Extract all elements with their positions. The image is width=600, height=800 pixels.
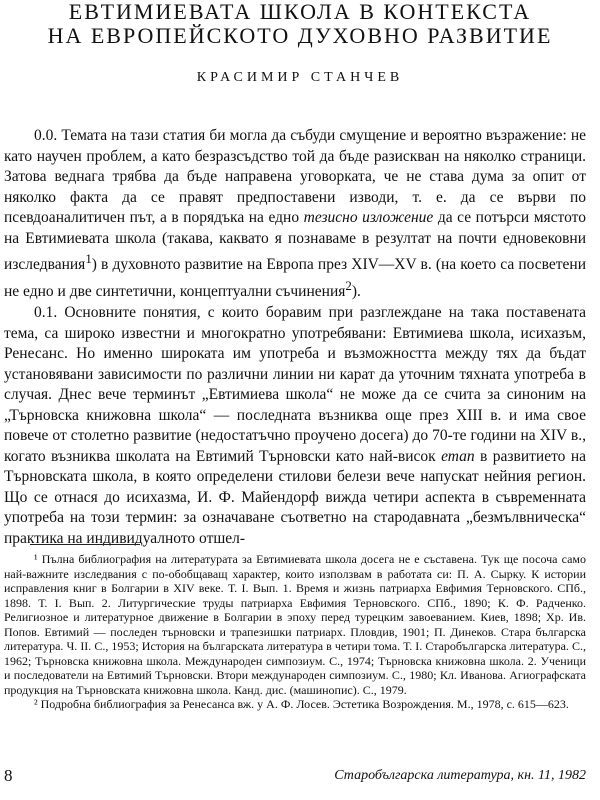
article-author: КРАСИМИР СТАНЧЕВ xyxy=(196,70,404,85)
paragraph-text: да се потърси мястото на Евтимиевата школа (такава, каквато я познаваме в резултат на почти едновековни изследвания xyxy=(4,209,586,274)
paragraph-text: ) в духовното развитие на Европа през XIV—XV в. (на което са посветени не едно и две синтетични, концептуални съчинения xyxy=(4,256,586,300)
footnote-ref-1[interactable]: 1 xyxy=(85,251,92,266)
journal-reference: Старобългарска литература, кн. 11, 1982 xyxy=(334,768,586,783)
article-title-line-2: НА ЕВРОПЕЙСКОТО ДУХОВНО РАЗВИТИЕ xyxy=(47,23,553,48)
footnote-ref-2[interactable]: 2 xyxy=(345,277,352,293)
page-number: 8 xyxy=(4,766,13,785)
paragraph-text: 0.0. Темата на тази статия би могла да събуди смущение и вероятно възражение: не като научен проблем, а като безразсъдство той да бъде разискван на няколко страници. Затова веднага трябва да бъде направена уговорката, че не става дума за опит от няколко факта да се правят предпоставени изводи, т. е. да се върви по псевдоаналитичен път, а в порядъка на едно xyxy=(4,127,586,226)
paragraph-text: ). xyxy=(351,282,361,300)
paragraph-0-0 xyxy=(4,126,586,302)
footnote-2: ² Подробна библиография за Ренесанса вж. у А. Ф. Лосев. Эстетика Возрождения. М., 1978, с. 615—623. xyxy=(34,697,569,711)
article-title-line-1: ЕВТИМИЕВАТА ШКОЛА В КОНТЕКСТА xyxy=(68,0,532,24)
emphasis-text: тезисно изложение xyxy=(303,209,434,226)
paragraph-text: 0.1. Основните понятия, с които боравим при разглеждане на така поставената тема, са широко известни и многократно употребявани: Евтимиева школа, исихазъм, Ренесанс. Но именно широката им употреба и възможността между тях да бъдат установявани зависимости по различни линии ни карат да уточним тяхната употреба в случая. Днес вече терминът „Евтимиева школа“ не може да се счита за синоним на „Търновска книжовна школа“ — последната възниква още през XIII в. и има свое повече от столетно развитие (недостатъчно проучено досега) до 70-те години на XIV в., когато възниква школата на Евтимий Търновски като най-висок xyxy=(4,304,586,465)
footnotes xyxy=(4,552,586,712)
emphasis-text: етап xyxy=(441,447,475,465)
paragraph-text: в развитието на Търновската школа, в която определени стилови белези вече напускат нейния регион. Що се отнася до исихазма, И. Ф. Майендорф вижда четири аспекта в съвременната употреба на този термин: за означаване съответно на стародавната „безмълвническа“ практика на индивидуалното отшел- xyxy=(4,447,586,547)
footnote-1: ¹ Пълна библиография на литературата за Евтимиевата школа досега не е съставена. Тук ще посоча само най-важните изследвания с по-обобщаващ характер, които използвам в работата си: П. А. Сырку. К истории исправления книг в Болгарии в XIV веке. Т. I. Вып. 1. Время и жизнь патриарха Евфимия Терновского. СПб., 1898. Т. I. Вып. 2. Литургические труды патриарха Евфимия Терновского. СПб., 1890; К. Ф. Радченко. Религиозное и литературное движение в Болгарии в эпоху перед турецким завоеванием. Киев, 1898; Хр. Ив. Попов. Евтимий — последен търновски и трапезишки патриарх. Пловдив, 1901; П. Динеков. Стара българска литература. Ч. II. С., 1953; История на българската литература в четири тома. Т. I. Старобългарска литература. С., 1962; Търновска книжовна школа. Международен симпозиум. С., 1974; Търновска книжовна школа. 2. Ученици и последователи на Евтимий Търновски. Втори международен симпозиум. С., 1980; Кл. Иванова. Агиографската продукция на Търновската книжовна школа. Канд. дис. (машинопис). С., 1979. xyxy=(4,552,586,697)
paragraph-0-1 xyxy=(4,303,586,549)
article-body xyxy=(4,126,586,550)
footnote-separator xyxy=(30,544,140,545)
